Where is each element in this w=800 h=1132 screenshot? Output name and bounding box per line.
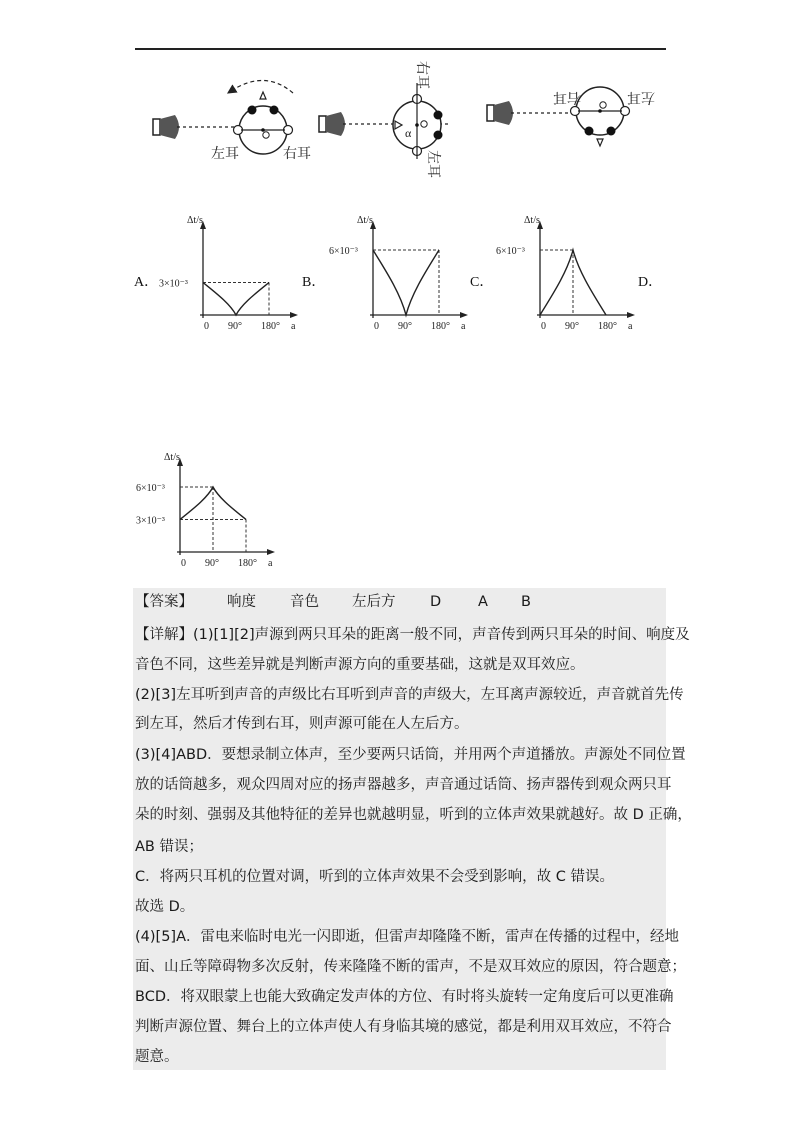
graph-d	[132, 447, 282, 572]
y-tick-label: 6×10⁻³	[136, 483, 165, 494]
explanation-line: 判断声源位置、舞台上的立体声使人有身临其境的感觉，都是利用双耳效应，不符合	[135, 1019, 672, 1035]
explanation-line: (4)[5]A．雷电来临时电光一闪即逝，但雷声却隆隆不断，雷声在传播的过程中，经地	[135, 929, 679, 945]
x-axis-arrow	[290, 312, 298, 318]
x-tick-label: 90°	[205, 558, 219, 569]
y-tick-label: 3×10⁻³	[136, 515, 165, 527]
head-diagram-3	[487, 87, 655, 146]
x-axis-arrow	[267, 549, 275, 555]
explanation-line: (3)[4]ABD．要想录制立体声，至少要两只话筒，并用两个声道播放。声源处不同位置	[135, 747, 686, 763]
right-ear-label-3: 右耳	[553, 89, 581, 105]
option-a-label: A．	[134, 275, 159, 290]
x-axis-label: a	[291, 321, 296, 332]
answer-item-4: D	[430, 594, 442, 610]
y-tick-label: 6×10⁻³	[329, 246, 358, 257]
speaker-icon	[487, 101, 513, 125]
y-axis-label: Δt/s	[357, 215, 373, 226]
y-axis-label: Δt/s	[524, 215, 540, 226]
x-axis-label: a	[628, 321, 633, 332]
speaker-icon	[319, 112, 345, 136]
option-c-label: C．	[470, 275, 494, 290]
explanation-line: 朵的时刻、强弱及其他特征的差异也就越明显，听到的立体声效果就越好。故 D 正确，	[135, 807, 692, 823]
x-tick-label: 0	[181, 558, 186, 569]
left-ear-label-3: 左耳	[627, 89, 655, 105]
x-axis-arrow	[460, 312, 468, 318]
x-tick-label: 180°	[598, 321, 617, 332]
option-d-label: D．	[638, 275, 663, 290]
explanation-line: 面、山丘等障碍物多次反射，传来隆隆不断的雷声，不是双耳效应的原因，符合题意；	[135, 959, 686, 975]
explanation-line: C．将两只耳机的位置对调，听到的立体声效果不会受到影响，故 C 错误。	[135, 869, 614, 885]
option-b-label: B．	[302, 275, 326, 290]
answer-item-3: 左后方	[352, 594, 396, 610]
answer-item-5: A	[478, 594, 488, 610]
graph-c	[492, 210, 642, 335]
y-tick-label: 6×10⁻³	[496, 246, 525, 257]
explanation-line: 放的话筒越多，观众四周对应的扬声器越多，声音通过话筒、扬声器传到观众两只耳	[135, 777, 672, 793]
x-axis-label: a	[268, 558, 273, 569]
explanation-line: 到左耳，然后才传到右耳，则声源可能在人左后方。	[135, 716, 469, 732]
left-ear-label-2: 左耳	[425, 150, 441, 178]
answer-item-2: 音色	[290, 594, 319, 610]
x-tick-label: 0	[541, 321, 546, 332]
right-ear-label-2: 右耳	[414, 61, 430, 89]
x-tick-label: 180°	[238, 558, 257, 569]
x-tick-label: 180°	[261, 321, 280, 332]
answer-item-1: 响度	[227, 594, 256, 610]
explanation-line: AB 错误；	[135, 839, 203, 855]
left-ear-label: 左耳	[211, 146, 239, 162]
series-line	[203, 283, 269, 316]
right-ear-label: 右耳	[283, 146, 311, 162]
explanation-line: 音色不同，这些差异就是判断声源方向的重要基础，这就是双耳效应。	[135, 657, 585, 673]
answer-item-6: B	[521, 594, 531, 610]
y-axis-label: Δt/s	[187, 215, 203, 226]
head-diagram-1	[153, 80, 311, 162]
x-tick-label: 90°	[228, 321, 242, 332]
explanation-line: BCD．将双眼蒙上也能大致确定发声体的方位、有时将头旋转一定角度后可以更准确	[135, 989, 674, 1005]
graph-a	[155, 210, 305, 335]
y-tick-label: 3×10⁻³	[159, 278, 188, 290]
top-rule	[135, 48, 666, 50]
x-tick-label: 90°	[565, 321, 579, 332]
head-diagram-2	[319, 61, 450, 178]
speaker-icon	[153, 115, 179, 139]
x-tick-label: 90°	[398, 321, 412, 332]
graph-b	[325, 210, 475, 335]
x-tick-label: 0	[374, 321, 379, 332]
explanation-line: 【详解】(1)[1][2]声源到两只耳朵的距离一般不同，声音传到两只耳朵的时间、响度及	[135, 627, 690, 643]
series-line	[373, 250, 439, 315]
y-axis-label: Δt/s	[164, 452, 180, 463]
x-tick-label: 180°	[431, 321, 450, 332]
explanation-line: 故选 D。	[135, 899, 195, 915]
head-orientation-figure	[145, 55, 665, 185]
x-axis-arrow	[627, 312, 635, 318]
x-tick-label: 0	[204, 321, 209, 332]
explanation-line: 题意。	[135, 1049, 179, 1065]
angle-label: α	[405, 126, 412, 140]
explanation-line: (2)[3]左耳听到声音的声级比右耳听到声音的声级大，左耳离声源较近，声音就首先传	[135, 687, 684, 703]
answer-label: 【答案】	[135, 594, 193, 610]
x-axis-label: a	[461, 321, 466, 332]
